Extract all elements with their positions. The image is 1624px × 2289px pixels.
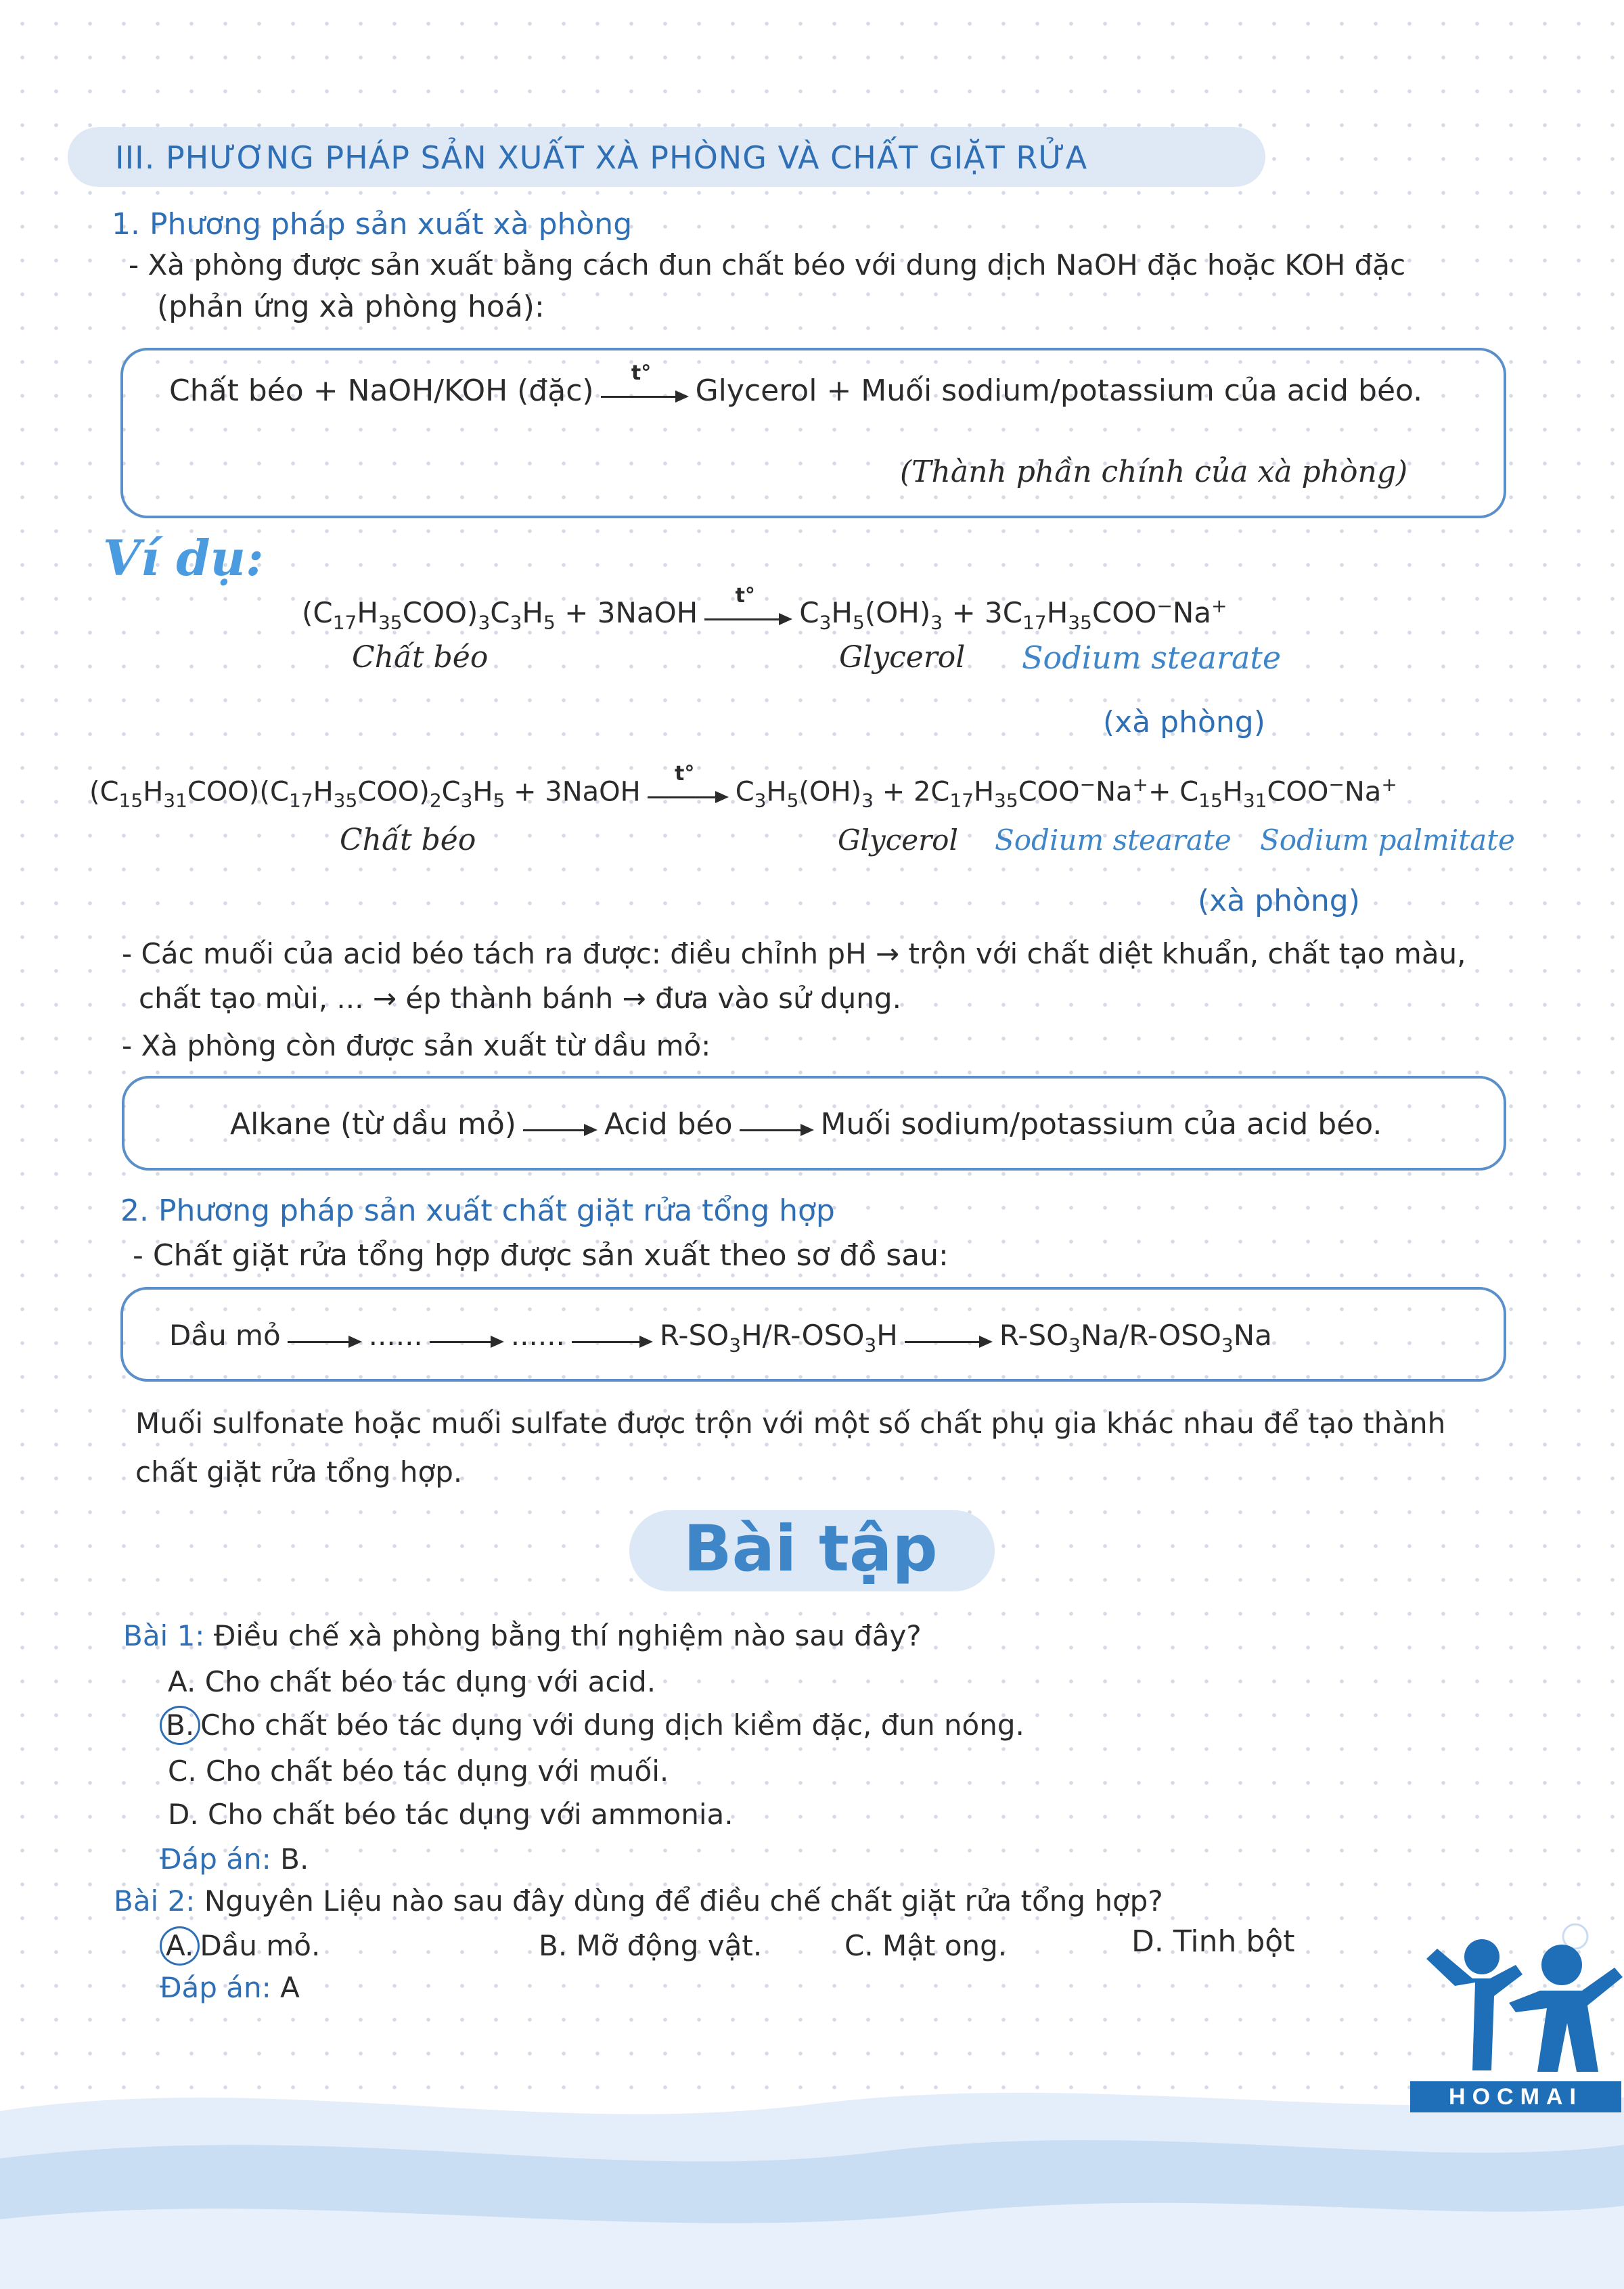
hocmai-figures-icon	[1407, 1922, 1624, 2077]
part1-line2: (phản ứng xà phòng hoá):	[157, 290, 545, 324]
process-line-3: - Xà phòng còn được sản xuất từ dầu mỏ:	[122, 1029, 711, 1062]
process-line-1: - Các muối của acid béo tách ra được: điều chỉnh pH → trộn với chất diệt khuẩn, chất tạo màu,	[122, 937, 1466, 970]
q1-question: Điều chế xà phòng bằng thí nghiệm nào sau đây?	[213, 1619, 922, 1652]
eq2-arrow: t°	[648, 783, 729, 803]
q2-question: Nguyên Liệu nào sau đây dùng để điều chế chất giặt rửa tổng hợp?	[204, 1884, 1163, 1918]
eq2-label-fat: Chất béo	[340, 823, 476, 857]
q2-option-a-letter: A.	[160, 1926, 200, 1966]
part2-heading: 2. Phương pháp sản xuất chất giặt rửa tổng hợp	[120, 1194, 835, 1228]
hocmai-logo	[1407, 1922, 1624, 2118]
q1-label: Bài 1:	[123, 1619, 205, 1652]
eq1-label-fat: Chất béo	[352, 640, 489, 675]
eq2-label-glycerol: Glycerol	[838, 823, 958, 857]
saponification-equation	[169, 361, 1423, 411]
saponification-note: (Thành phần chính của xà phòng)	[900, 455, 1408, 489]
hocmai-logo-text: HOCMAI	[1410, 2081, 1621, 2112]
eq1-label-soap: (xà phòng)	[1103, 705, 1265, 740]
q1-answer-value: B.	[280, 1842, 309, 1876]
q1-answer	[160, 1839, 309, 1880]
eq-left: Chất béo + NaOH/KOH (đặc)	[169, 373, 594, 408]
q2-option-a	[160, 1926, 320, 1966]
bottom-wave	[0, 2057, 1624, 2289]
part1-line1: - Xà phòng được sản xuất bằng cách đun chất béo với dung dịch NaOH đặc hoặc KOH đặc	[129, 248, 1406, 281]
q2-option-a-text: Dầu mỏ.	[200, 1929, 321, 1962]
q2-answer	[160, 1968, 300, 2008]
q1-option-a: A. Cho chất béo tác dụng với acid.	[168, 1665, 656, 1698]
detergent-scheme: Dầu mỏ ...... ...... $R-SO_3H/R-OSO_3H$ $R-SO_3Na/R-OSO_3Na$	[169, 1319, 1272, 1357]
q1-option-c: C. Cho chất béo tác dụng với muối.	[168, 1754, 669, 1788]
part2-note-line2: chất giặt rửa tổng hợp.	[135, 1455, 463, 1489]
eq2-label-soap: (xà phòng)	[1198, 884, 1360, 918]
eq1-label-soap-name: Sodium stearate	[1022, 639, 1282, 676]
q2-answer-label: Đáp án:	[160, 1971, 271, 2004]
q1-option-b-letter: B.	[160, 1706, 200, 1745]
part2-note-line1: Muối sulfonate hoặc muối sulfate được trộn với một số chất phụ gia khác nhau để tạo thành	[135, 1407, 1446, 1440]
eq2-label-palmitate: Sodium palmitate	[1260, 823, 1515, 857]
eq-arrow: t°	[601, 382, 689, 403]
example-equation-1: $(C_{17}H_{35}COO)_3C_3H_5$ + 3NaOH t° $C_3H_5(OH)_3 + 3C_{17}H_{35}COO^-Na^+$	[302, 583, 1227, 634]
q2-answer-value: A	[280, 1971, 300, 2004]
q2-option-d: D. Tinh bột	[1131, 1924, 1295, 1959]
q2-option-b: B. Mỡ động vật.	[539, 1929, 763, 1962]
section-title: III. PHƯƠNG PHÁP SẢN XUẤT XÀ PHÒNG VÀ CHẤT GIẶT RỬA	[115, 139, 1088, 176]
eq1-label-glycerol: Glycerol	[839, 640, 966, 675]
q2-question-row	[114, 1881, 1163, 1922]
q1-question-row	[123, 1616, 922, 1656]
example-label: Ví dụ:	[103, 529, 264, 587]
eq1-arrow: t°	[704, 605, 792, 625]
q1-option-b	[160, 1705, 1024, 1746]
part1-heading: 1. Phương pháp sản xuất xà phòng	[112, 207, 633, 242]
process-line-2: chất tạo mùi, ... → ép thành bánh → đưa vào sử dụng.	[139, 982, 901, 1015]
example-equation-2: $(C_{15}H_{31}COO)(C_{17}H_{35}COO)_2C_3H_5$ + 3NaOH t° $C_3H_5(OH)_3 + 2C_{17}H_{35}COO^-Na^++ C_{15}H_{31}COO^-Na^+$	[89, 762, 1397, 812]
q2-option-c: C. Mật ong.	[844, 1929, 1008, 1962]
eq2-label-stearate: Sodium stearate	[995, 823, 1232, 857]
q1-option-d: D. Cho chất béo tác dụng với ammonia.	[168, 1798, 734, 1831]
q1-answer-label: Đáp án:	[160, 1842, 271, 1876]
part2-line1: - Chất giặt rửa tổng hợp được sản xuất theo sơ đồ sau:	[133, 1238, 949, 1273]
petroleum-soap-scheme: Alkane (từ dầu mỏ) Acid béo Muối sodium/potassium của acid béo.	[230, 1107, 1382, 1141]
exercises-title: Bài tập	[683, 1512, 938, 1586]
q2-label: Bài 2:	[114, 1884, 196, 1918]
q1-option-b-text: Cho chất béo tác dụng với dung dịch kiềm đặc, đun nóng.	[200, 1708, 1024, 1742]
eq-right: Glycerol + Muối sodium/potassium của acid béo.	[695, 373, 1423, 408]
